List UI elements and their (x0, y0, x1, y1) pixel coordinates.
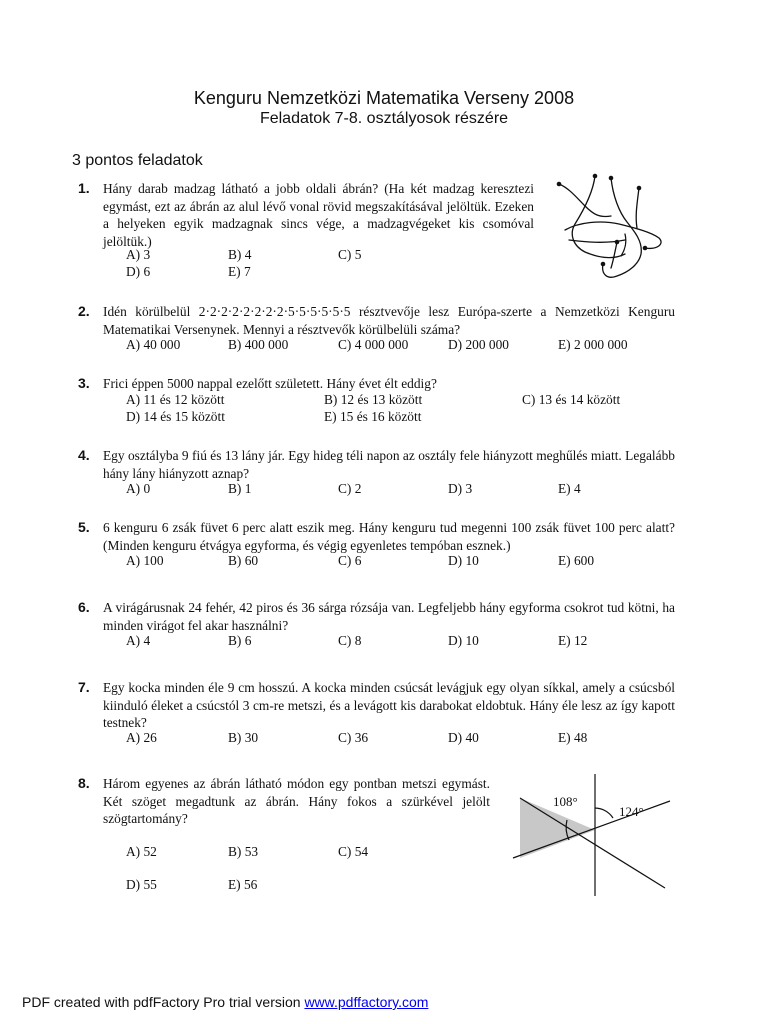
option-a: A) 4 (126, 633, 151, 648)
angle-figure (505, 768, 675, 898)
option-e: E) 7 (228, 264, 251, 279)
option-c: C) 54 (338, 844, 369, 859)
problem-text: Idén körülbelül 2·2·2·2·2·2·2·2·5·5·5·5·5·5 résztvevője lesz Európa-szerte a Nemzetközi Kenguru Matematikai Versenynek. Mennyi a résztvevők körülbelüli száma? (103, 304, 675, 337)
problem-text: 6 kenguru 6 zsák füvet 6 perc alatt eszik meg. Hány kenguru tud megenni 100 zsák füvet 100 perc alatt? (Minden kenguru étvágya egyforma, és végig egyenletes tempóban esznek.) (103, 520, 675, 553)
section-title: 3 pontos feladatok (72, 152, 203, 169)
option-c: C) 13 és 14 között (522, 392, 621, 407)
option-e: E) 48 (558, 730, 588, 745)
option-d: D) 3 (448, 481, 473, 496)
option-e: E) 12 (558, 633, 588, 648)
option-c: C) 8 (338, 633, 362, 648)
option-d: D) 6 (126, 264, 151, 279)
option-d: D) 200 000 (448, 337, 509, 352)
option-a: A) 40 000 (126, 337, 181, 352)
option-a: A) 11 és 12 között (126, 392, 225, 407)
option-d: D) 10 (448, 633, 479, 648)
problem-text: Egy osztályba 9 fiú és 13 lány jár. Egy hideg téli napon az osztály fele hiányzott meghűlés miatt. Legalább hány lány hiányzott aznap? (103, 448, 675, 481)
option-d: D) 10 (448, 553, 479, 568)
angle-label-108: 108° (553, 794, 578, 809)
option-e: E) 600 (558, 553, 595, 568)
option-c: C) 5 (338, 247, 362, 262)
problem-text: Frici éppen 5000 nappal ezelőtt született. Hány évet élt eddig? (103, 376, 437, 391)
option-d: D) 14 és 15 között (126, 409, 225, 424)
string-figure (555, 168, 667, 288)
option-e: E) 56 (228, 877, 258, 892)
option-b: B) 400 000 (228, 337, 289, 352)
problem-number: 3. (78, 375, 90, 391)
pdf-footer (22, 994, 428, 1010)
problem-number: 7. (78, 679, 90, 695)
option-b: B) 1 (228, 481, 252, 496)
problem-text: A virágárusnak 24 fehér, 42 piros és 36 sárga rózsája van. Legfeljebb hány egyforma csokrot tud kötni, ha minden virágot fel akar használni? (103, 600, 675, 633)
option-b: B) 4 (228, 247, 252, 262)
problem-number: 1. (78, 180, 90, 196)
problem-number: 6. (78, 599, 90, 615)
problem-text: Hány darab madzag látható a jobb oldali ábrán? (Ha két madzag keresztezi egymást, ezt az ábrán az alul lévő vonal rövid megszakításával jelöltük. Ezeken a helyeken egyik madzagnak sincs vége, a madzagvégeket kis csomóval jelöltük.) (103, 181, 534, 249)
option-a: A) 0 (126, 481, 151, 496)
option-a: A) 26 (126, 730, 157, 745)
option-b: B) 6 (228, 633, 252, 648)
option-e: E) 2 000 000 (558, 337, 628, 352)
option-c: C) 2 (338, 481, 362, 496)
problem-number: 2. (78, 303, 90, 319)
option-b: B) 60 (228, 553, 259, 568)
document-subtitle: Feladatok 7-8. osztályosok részére (259, 110, 509, 127)
option-b: B) 53 (228, 844, 259, 859)
problem-number: 5. (78, 519, 90, 535)
footer-text: PDF created with pdfFactory Pro trial version (22, 994, 305, 1010)
pdffactory-link[interactable]: www.pdffactory.com (304, 994, 429, 1010)
option-c: C) 6 (338, 553, 362, 568)
option-a: A) 52 (126, 844, 157, 859)
document-title: Kenguru Nemzetközi Matematika Verseny 2008 (193, 88, 575, 108)
option-a: A) 3 (126, 247, 151, 262)
problem-text: Három egyenes az ábrán látható módon egy pontban metszi egymást. Két szöget megadtunk az ábrán. Hány fokos a szürkével jelölt szögtartomány? (103, 776, 490, 826)
problem-number: 8. (78, 775, 90, 791)
option-b: B) 12 és 13 között (324, 392, 423, 407)
option-e: E) 15 és 16 között (324, 409, 422, 424)
option-e: E) 4 (558, 481, 581, 496)
option-b: B) 30 (228, 730, 259, 745)
option-c: C) 36 (338, 730, 369, 745)
problem-text: Egy kocka minden éle 9 cm hosszú. A kocka minden csúcsát levágjuk egy olyan síkkal, amely a csúcsból kiinduló éleket a csúcstól 3 cm-re metszi, és a levágott kis darabokat eldobtuk. Hány éle lesz az így kapott testnek? (103, 680, 675, 730)
problem-number: 4. (78, 447, 90, 463)
option-d: D) 55 (126, 877, 157, 892)
option-a: A) 100 (126, 553, 164, 568)
option-d: D) 40 (448, 730, 479, 745)
option-c: C) 4 000 000 (338, 337, 409, 352)
angle-label-124: 124° (619, 804, 644, 819)
